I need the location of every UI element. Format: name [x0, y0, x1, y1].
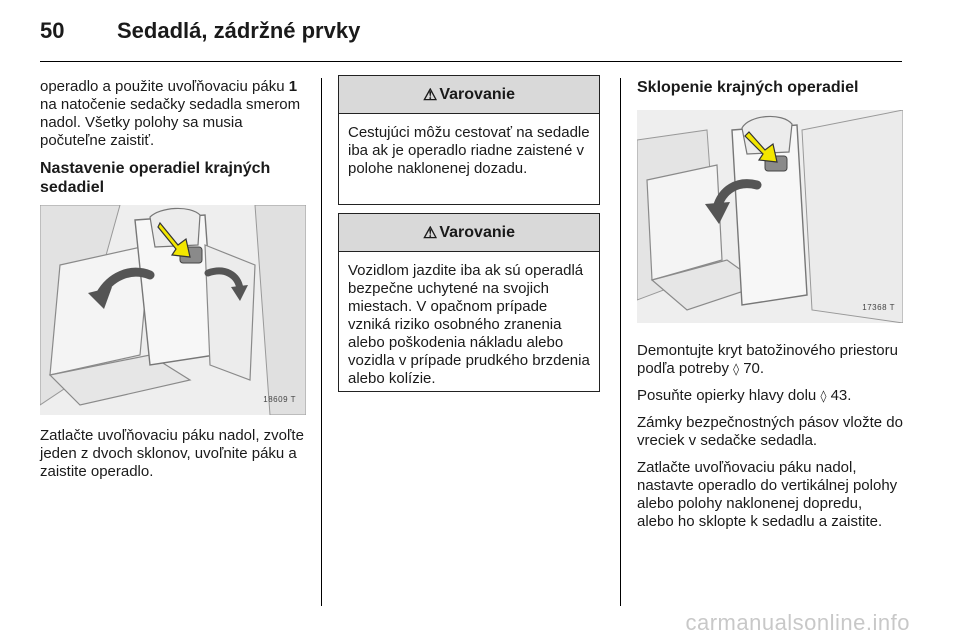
- warning-text-1: Cestujúci môžu cestovať na sedadle iba ak je operadlo riadne zaistené v polohe naklonenej dozadu.: [348, 124, 590, 177]
- header-rule: [40, 61, 902, 62]
- page-number: 50: [40, 18, 65, 43]
- page-header: [40, 14, 902, 54]
- headrest-text: Posuňte opierky hlavy dolu: [637, 387, 821, 404]
- instruction-paragraph: Zatlačte uvoľňovaciu páku nadol, zvoľte jeden z dvoch sklonov, uvoľnite páku a zaistite operadlo.: [40, 427, 304, 480]
- column-left: [40, 78, 306, 490]
- warning-text-2: Vozidlom jazdite iba ak sú operadlá bezpečne uchytené na svojich miestach. V opačnom prípade vzniká riziko osobného zranenia alebo poškodenia nákladu alebo vozidla v prípade prudkého brzdenia alebo kolízie.: [348, 262, 590, 387]
- figure-code-1: 18609 T: [263, 395, 296, 404]
- paragraph-buckles: Zámky bezpečnostných pásov vložte do vreciek v sedačke sedadla.: [637, 414, 903, 449]
- warning-triangle-icon: ⚠: [423, 86, 438, 104]
- column-right: [637, 78, 903, 540]
- paragraph-headrest: [637, 387, 903, 405]
- figure-code-2: 17368 T: [862, 303, 895, 312]
- column-divider-2: [620, 78, 621, 606]
- warning-title-1: Varovanie: [439, 85, 515, 103]
- section-heading: Nastavenie operadiel krajných sedadiel: [40, 160, 271, 196]
- watermark: carmanualsonline.info: [685, 610, 910, 635]
- page-ref-70[interactable]: 70.: [743, 360, 765, 377]
- seat-illustration-1: [40, 205, 306, 415]
- seat-figure-2: [637, 110, 903, 323]
- warning-header-1: [339, 76, 599, 114]
- intro-text: operadlo a použite uvoľňovaciu páku: [40, 78, 289, 95]
- paragraph-cover: [637, 342, 903, 378]
- warning-box-1: [338, 75, 600, 205]
- lever-number: 1: [288, 78, 298, 95]
- page-title: Sedadlá, zádržné prvky: [117, 18, 361, 43]
- warning-triangle-icon: ⚠: [423, 224, 438, 242]
- page-ref-icon: ◊: [733, 362, 740, 376]
- warning-header-2: [339, 214, 599, 252]
- paragraph-fold: Zatlačte uvoľňovaciu páku nadol, nastavte operadlo do vertikálnej polohy alebo polohy naklonenej dopredu, alebo ho sklopte k sedadlu a zaistite.: [637, 459, 898, 530]
- warning-title-2: Varovanie: [439, 223, 515, 241]
- seat-figure-1: [40, 205, 306, 415]
- seat-illustration-2: [637, 110, 903, 323]
- intro-paragraph: [40, 78, 306, 150]
- page-ref-icon: ◊: [820, 389, 827, 403]
- section-heading-fold: Sklopenie krajných operadiel: [637, 79, 859, 96]
- intro-text-continued: na natočenie sedačky sedadla smerom nadol. Všetky polohy sa musia počuteľne zaistiť.: [40, 96, 301, 149]
- warning-box-2: [338, 213, 600, 392]
- column-divider-1: [321, 78, 322, 606]
- cover-text: Demontujte kryt batožinového priestoru podľa potreby: [637, 342, 898, 377]
- page-ref-43[interactable]: 43.: [830, 387, 852, 404]
